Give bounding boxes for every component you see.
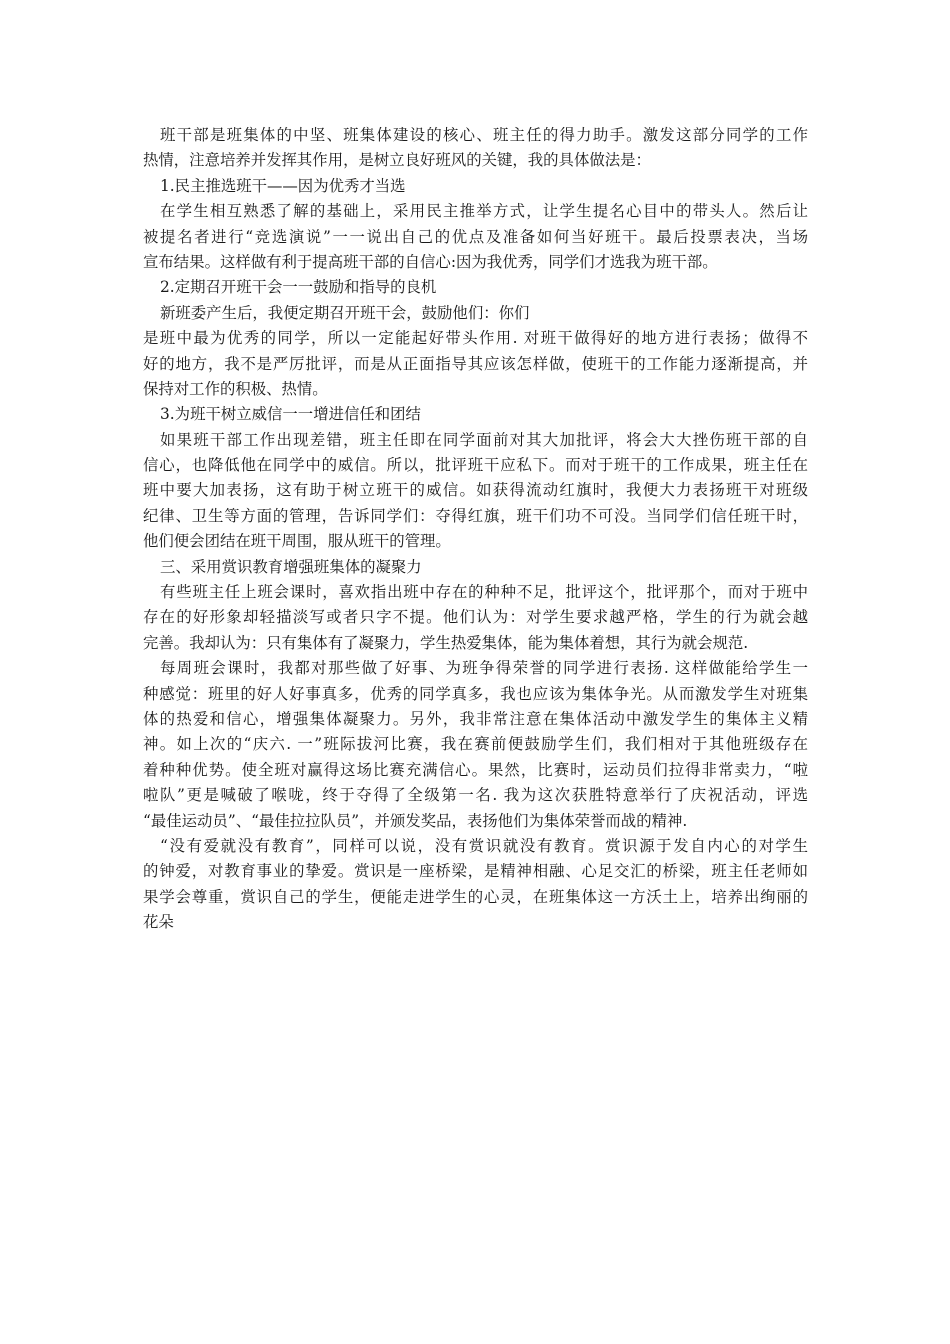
text-line: 热情，注意培养并发挥其作用，是树立良好班风的关键，我的具体做法是：: [143, 151, 651, 170]
text-line: 果学会尊重，赏识自己的学生，便能走进学生的心灵，在班集体这一方沃土上，培养出绚丽的: [143, 887, 808, 906]
text-line: 如果班干部工作出现差错，班主任即在同学面前对其大加批评，将会大大挫伤班干部的自: [160, 430, 808, 449]
section-heading: 2.定期召开班干会一一鼓励和指导的良机: [160, 278, 437, 297]
text-line: 新班委产生后，我便定期召开班干会，鼓励他们：你们: [160, 303, 530, 322]
text-line: 每周班会课时，我都对那些做了好事、为班争得荣誉的同学进行表扬. 这样做能给学生一: [160, 659, 808, 678]
text-line: 体的热爱和信心，增强集体凝聚力。另外，我非常注意在集体活动中激发学生的集体主义精: [143, 709, 808, 728]
text-line: 的钟爱，对教育事业的挚爱。赏识是一座桥梁，是精神相融、心足交汇的桥梁，班主任老师如: [143, 862, 808, 881]
text-line: 班干部是班集体的中坚、班集体建设的核心、班主任的得力助手。激发这部分同学的工作: [160, 126, 808, 144]
section-heading: 1.民主推选班干——因为优秀才当选: [160, 176, 406, 195]
text-line: 好的地方，我不是严厉批评，而是从正面指导其应该怎样做，使班干的工作能力逐渐提高，并: [143, 354, 808, 373]
text-line: 种感觉：班里的好人好事真多，优秀的同学真多，我也应该为集体争光。从而激发学生对班集: [143, 684, 808, 703]
text-line: 存在的好形象却轻描淡写或者只字不提。他们认为：对学生要求越严格，学生的行为就会越: [143, 608, 808, 627]
text-line: 在学生相互熟悉了解的基础上，采用民主推举方式，让学生提名心目中的带头人。然后让: [160, 202, 808, 221]
text-line: “没有爱就没有教育”，同样可以说，没有赏识就没有教育。赏识源于发自内心的对学生: [160, 836, 808, 855]
text-line: 着种种优势。使全班对赢得这场比赛充满信心。果然，比赛时，运动员们拉得非常卖力，“啦: [143, 760, 808, 779]
text-line: 是班中最为优秀的同学，所以一定能起好带头作用. 对班干做得好的地方进行表扬；做得不: [143, 329, 808, 348]
document-body: [143, 123, 808, 936]
text-line: “最佳运动员”、“最佳拉拉队员”，并颁发奖品，表扬他们为集体荣誉而战的精神.: [143, 811, 688, 830]
text-line: 班中要大加表扬，这有助于树立班干的威信。如获得流动红旗时，我便大力表扬班干对班级: [143, 481, 808, 500]
text-line: 信心，也降低他在同学中的威信。所以，批评班干应私下。而对于班干的工作成果，班主任在: [143, 456, 808, 475]
text-line: 啦队”更是喊破了喉咙，终于夺得了全级第一名. 我为这次获胜特意举行了庆祝活动，评选: [143, 786, 808, 805]
text-line: 花朵: [143, 913, 174, 932]
text-line: 神。如上次的“庆六. 一”班际拔河比赛，我在赛前便鼓励学生们，我们相对于其他班级存在: [143, 735, 808, 754]
text-line: 他们便会团结在班干周围，服从班干的管理。: [143, 532, 451, 551]
text-line: 宣布结果。这样做有利于提高班干部的自信心:因为我优秀，同学们才选我为班干部。: [143, 252, 718, 271]
text-line: 被提名者进行“竞选演说”一一说出自己的优点及准备如何当好班干。最后投票表决，当场: [143, 227, 808, 246]
section-heading: 三、采用赏识教育增强班集体的凝聚力: [160, 557, 422, 576]
text-line: 有些班主任上班会课时，喜欢指出班中存在的种种不足，批评这个，批评那个，而对于班中: [160, 583, 808, 602]
text-line: 纪律、卫生等方面的管理，告诉同学们：夺得红旗，班干们功不可没。当同学们信任班干时，: [143, 506, 808, 525]
text-line: 完善。我却认为：只有集体有了凝聚力，学生热爱集体，能为集体着想，其行为就会规范.: [143, 633, 749, 652]
section-heading: 3.为班干树立威信一一增进信任和团结: [160, 405, 421, 424]
text-line: 保持对工作的积极、热情。: [143, 379, 328, 398]
